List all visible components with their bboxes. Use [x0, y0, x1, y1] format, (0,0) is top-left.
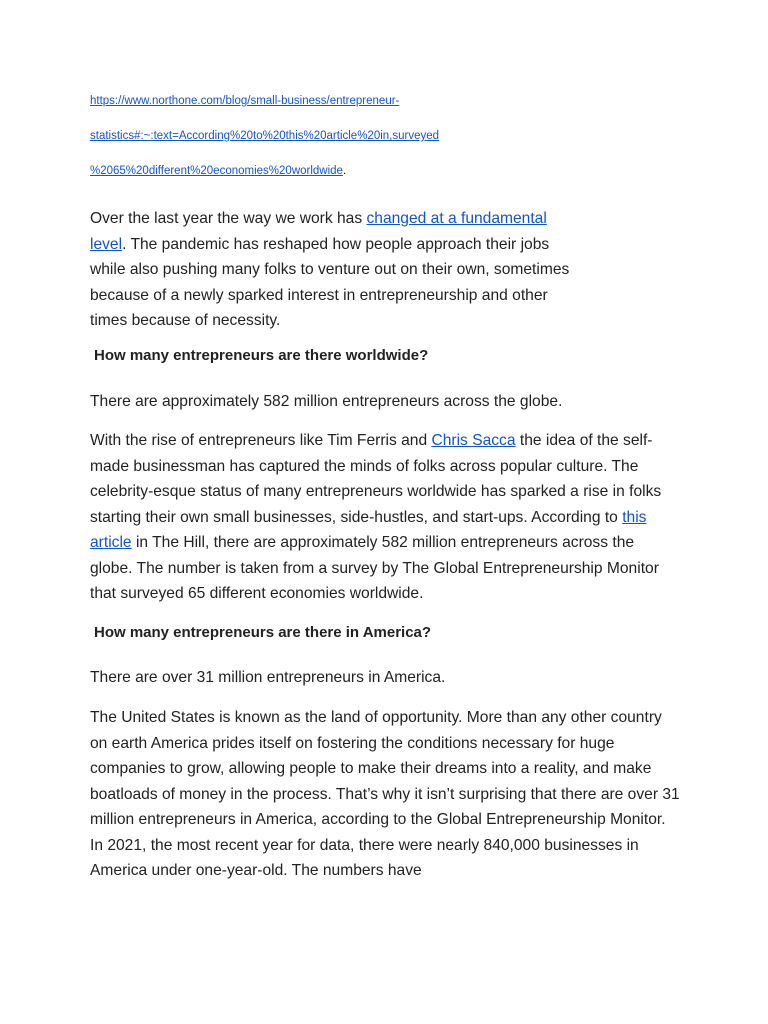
chris-sacca-link[interactable]: Chris Sacca — [431, 432, 516, 449]
this-article-link[interactable]: this article — [90, 508, 647, 551]
worldwide-heading: How many entrepreneurs are there worldwide? — [94, 347, 429, 364]
intro-paragraph — [90, 206, 580, 334]
changed-fundamental-level-link[interactable]: changed at a fundamental level — [90, 210, 547, 253]
source-url-link-1[interactable]: https://www.northone.com/blog/small-business/entrepreneur- — [90, 95, 400, 107]
source-url-line-2 — [90, 129, 439, 143]
intro-text-end: . The pandemic has reshaped how people approach their jobs while also pushing many folks to venture out on their own, sometimes because of a newly sparked interest in entrepreneurship and other times because of necessity. — [90, 235, 570, 329]
source-url-link-3[interactable]: %2065%20different%20economies%20worldwide — [90, 165, 343, 177]
source-url-line-1 — [90, 94, 399, 108]
source-url-period: . — [342, 165, 347, 177]
intro-text-start: Over the last year the way we work has — [90, 210, 367, 227]
america-heading: How many entrepreneurs are there in America? — [94, 624, 432, 641]
worldwide-body-paragraph — [90, 428, 680, 607]
america-body-paragraph: The United States is known as the land of opportunity. More than any other country on earth America prides itself on fostering the conditions necessary for huge companies to grow, allowing people to make their dreams into a reality, and make boatloads of money in the process. That’s why it isn’t surprising that there are over 31 million entrepreneurs in America, according to the Global Entrepreneurship Monitor. In 2021, the most recent year for data, there were nearly 840,000 businesses in America under one-year-old. The numbers have — [90, 709, 680, 879]
source-url-link-2[interactable]: statistics#:~:text=According%20to%20this%20article%20in,surveyed — [90, 130, 440, 142]
source-url-line-3 — [90, 164, 346, 178]
america-answer: There are over 31 million entrepreneurs in America. — [90, 669, 446, 686]
worldwide-body-text-1: With the rise of entrepreneurs like Tim Ferris and — [90, 432, 432, 449]
worldwide-body-text-2: the idea of the self-made businessman has captured the minds of folks across popular culture. The celebrity-esque status of many entrepreneurs worldwide has sparked a rise in folks starting their own small businesses, side-hustles, and start-ups. According to — [90, 432, 662, 526]
worldwide-body-text-3: in The Hill, there are approximately 582 million entrepreneurs across the globe. The number is taken from a survey by The Global Entrepreneurship Monitor that surveyed 65 different economies worldwide. — [90, 534, 659, 602]
worldwide-answer: There are approximately 582 million entrepreneurs across the globe. — [90, 393, 563, 410]
